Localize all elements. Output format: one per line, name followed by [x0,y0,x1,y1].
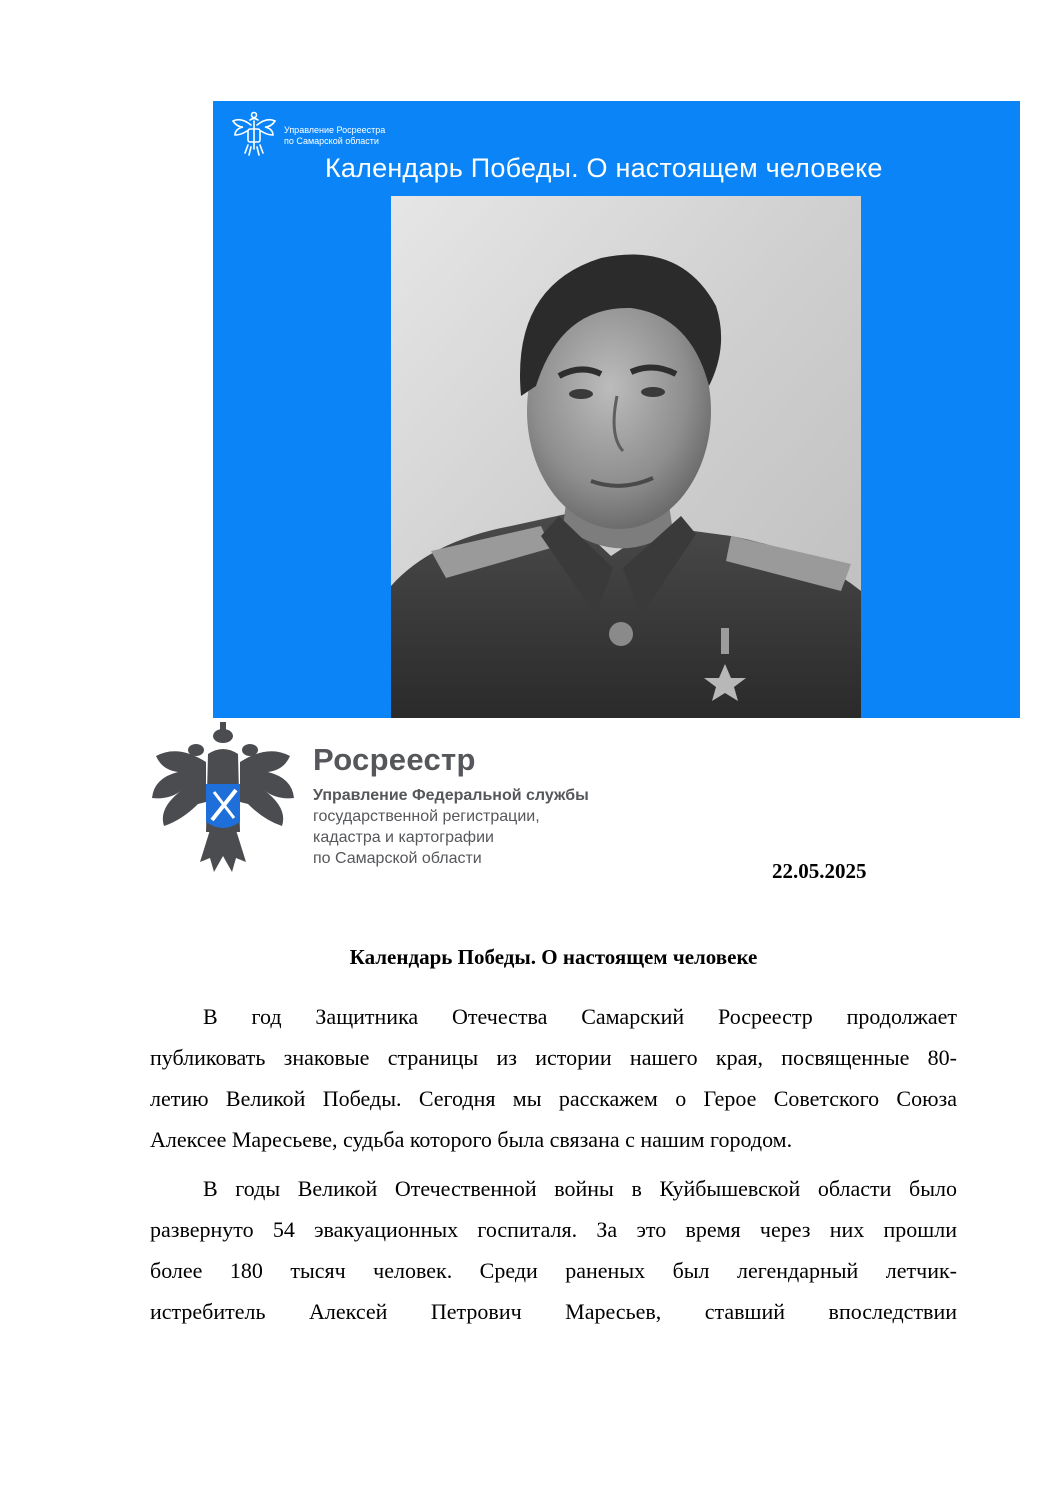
brand-line: государственной регистрации, [313,808,540,825]
paragraph-line: летию Великой Победы. Сегодня мы расскажем о Герое Советского Союза [150,1086,957,1111]
banner [213,101,1020,718]
paragraph-line: публиковать знаковые страницы из истории нашего края, посвященные 80- [150,1045,957,1070]
brand-name: Росреестр [313,742,476,777]
banner-org-line-2: по Самарской области [284,136,379,146]
paragraph-line: более 180 тысяч человек. Среди раненых был легендарный летчик- [150,1258,957,1283]
banner-org-line-1: Управление Росреестра [284,125,386,135]
banner-organization [284,125,484,147]
paragraph-1 [150,996,957,1160]
brand-line: по Самарской области [313,850,482,867]
brand-subtitle [313,785,589,869]
paragraph-line: В годы Великой Отечественной войны в Куйбышевской области было [203,1176,957,1201]
document-title: Календарь Победы. О настоящем человеке [349,945,758,969]
double-headed-eagle-emblem-icon [148,722,298,882]
paragraph-line: истребитель Алексей Петрович Маресьев, ставший впоследствии [150,1299,957,1324]
paragraph-line: развернуто 54 эвакуационных госпиталя. За это время через них прошли [150,1217,957,1242]
paragraph-line: В год Защитника Отечества Самарский Росреестр продолжает [203,1004,957,1029]
brand-line: кадастра и картографии [313,829,494,846]
paragraph-line: Алексее Маресьеве, судьба которого была связана с нашим городом. [150,1127,793,1152]
brand-line: Управление Федеральной службы [313,787,589,804]
banner-title: Календарь Победы. О настоящем человеке [325,153,883,183]
portrait-photo [391,196,861,718]
double-headed-eagle-icon [229,109,279,157]
paragraph-2 [150,1168,957,1332]
document-date: 22.05.2025 [772,859,867,883]
